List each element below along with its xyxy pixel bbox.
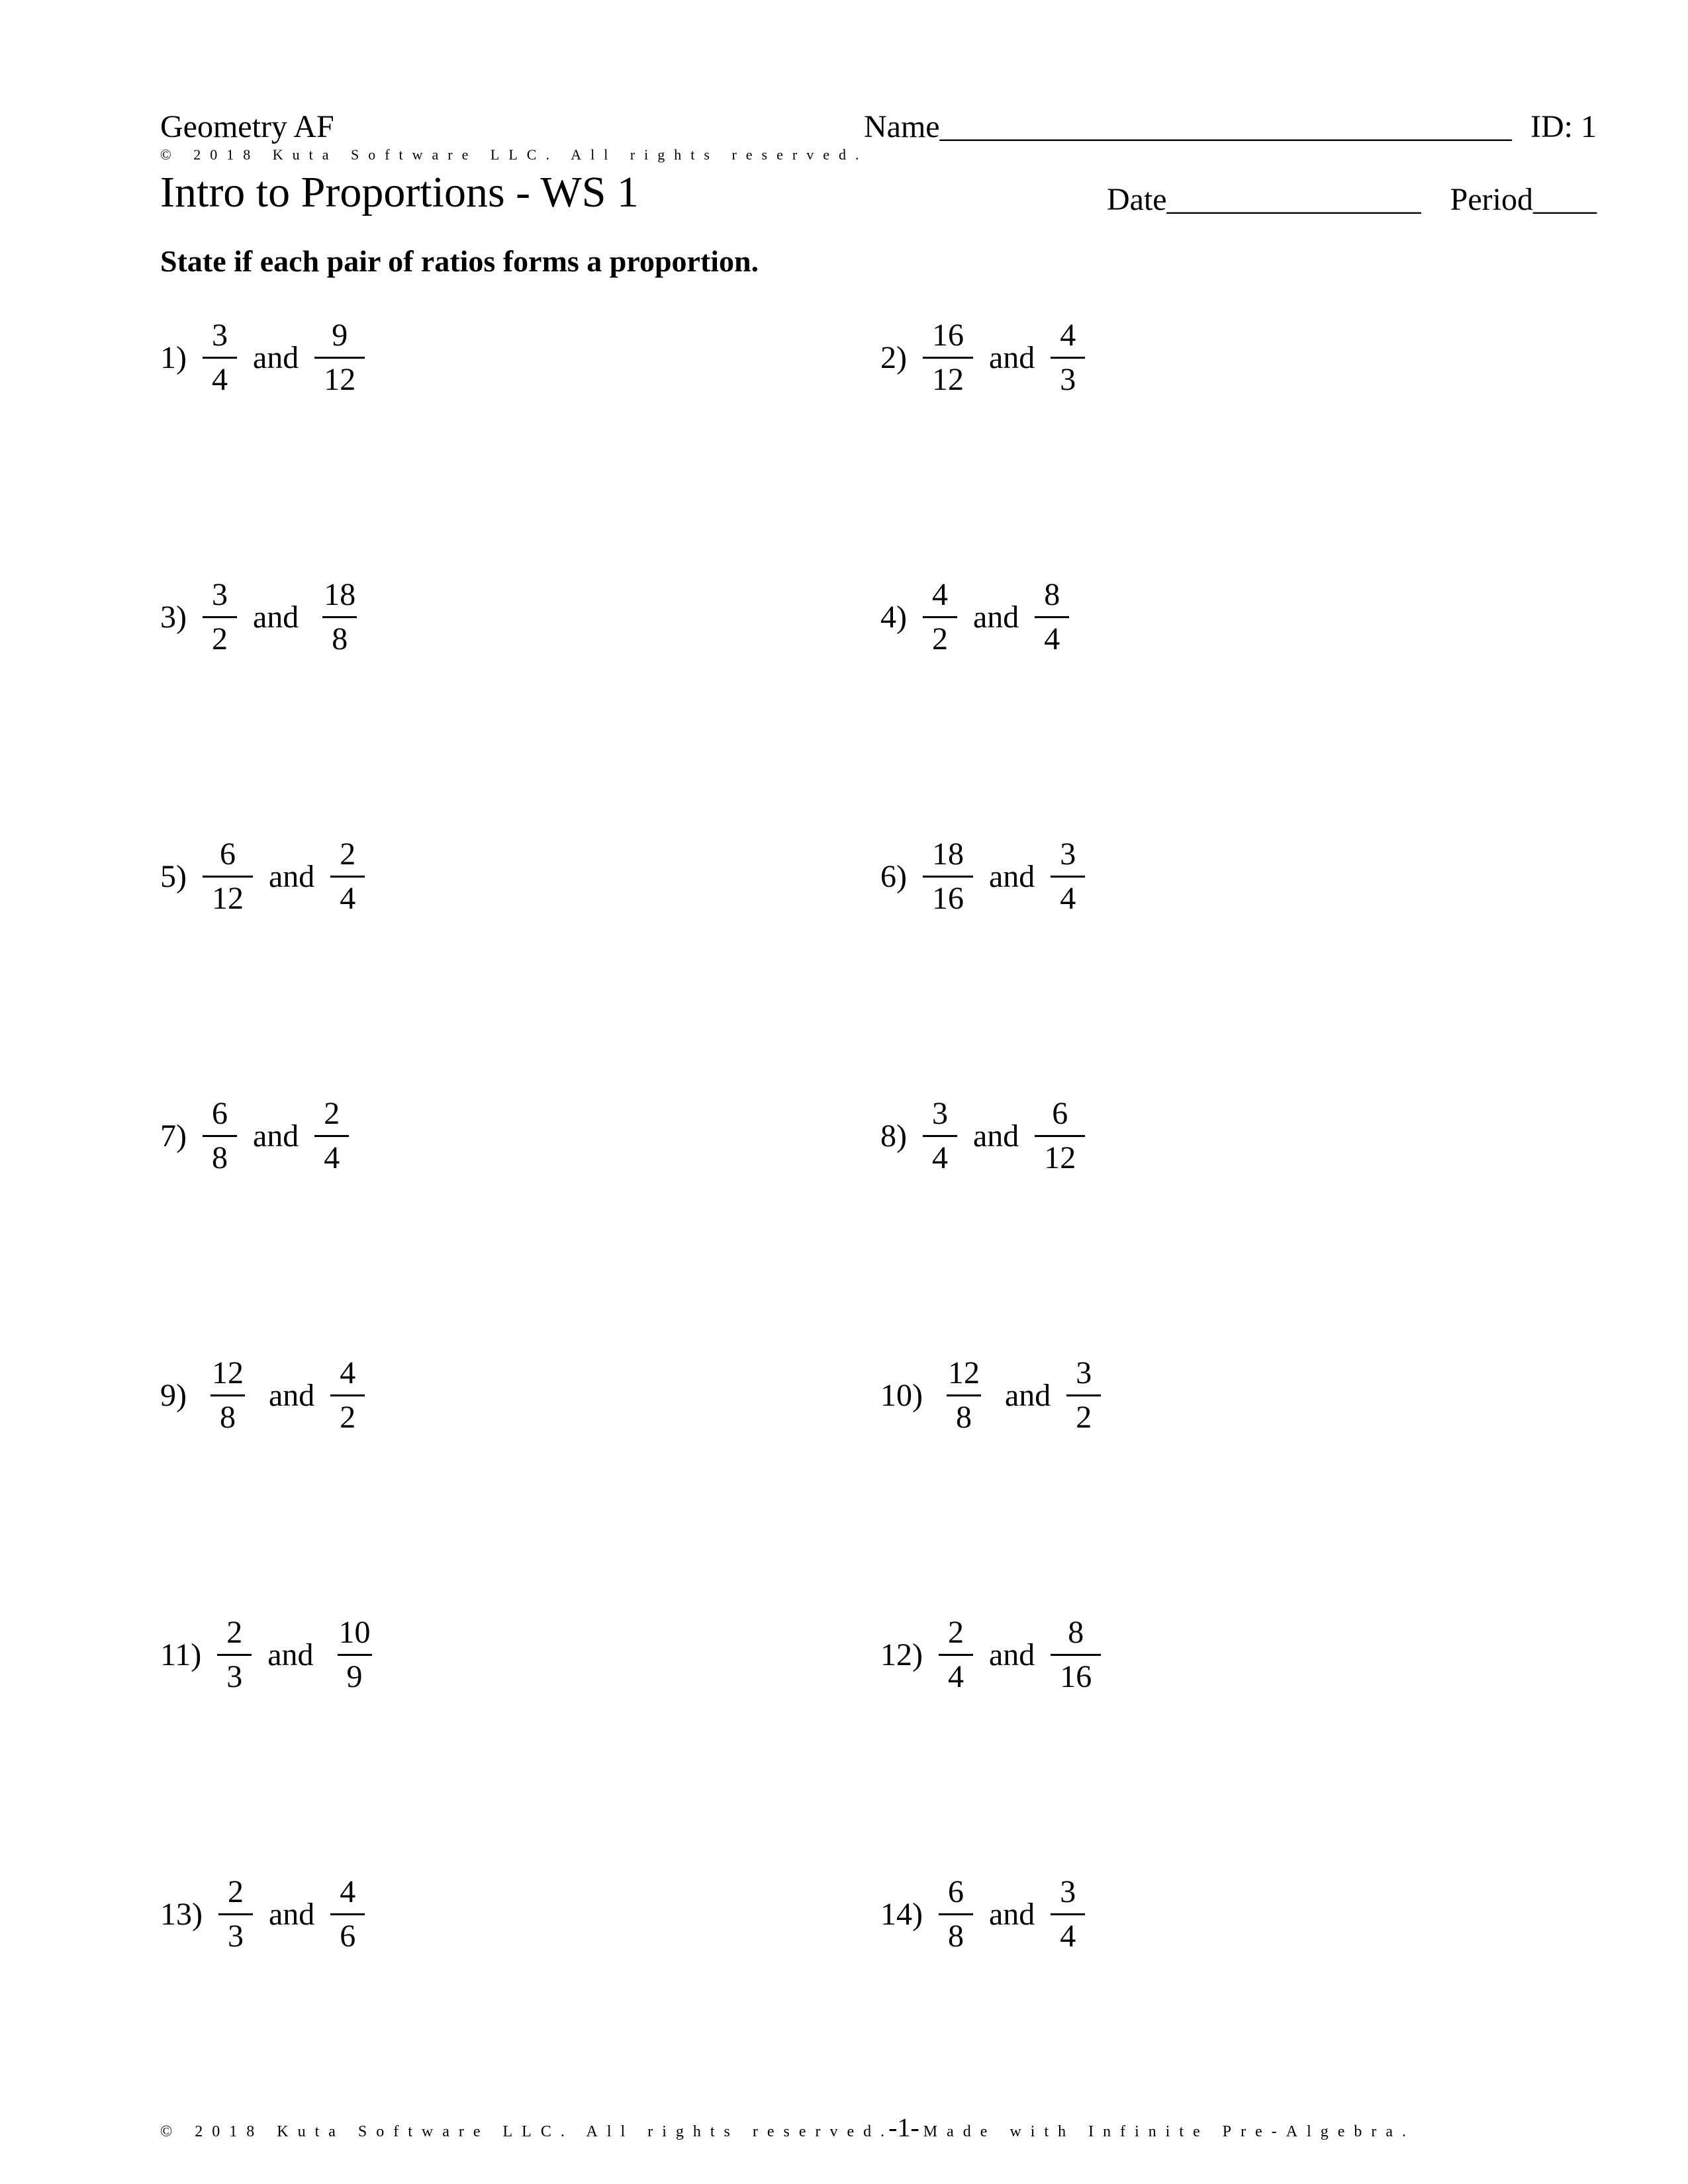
ratio-a-numerator: 3 [211, 317, 228, 353]
ratio-b [1066, 1357, 1101, 1433]
ratio-a-numerator: 3 [931, 1095, 948, 1131]
ratio-b [1051, 836, 1085, 916]
problem-2 [880, 311, 1085, 404]
problem-number: 5) [160, 858, 187, 894]
problem-4 [880, 570, 1069, 663]
and-word: and [988, 340, 1035, 375]
ratio-a-numerator: 12 [211, 1355, 244, 1390]
instructions: State if each pair of ratios forms a proportion. [160, 244, 759, 278]
ratio-a-numerator: 2 [227, 1874, 244, 1909]
ratio-b [314, 576, 365, 657]
ratio-b [314, 317, 365, 397]
ratio-b-denominator: 3 [1051, 357, 1085, 396]
ratio-b-numerator: 2 [324, 1095, 340, 1131]
problem-number: 2) [880, 340, 907, 375]
and-word: and [252, 1118, 299, 1154]
ratio-a-denominator: 8 [939, 1913, 973, 1952]
and-word: and [988, 858, 1035, 894]
problem-number: 1) [160, 340, 187, 375]
ratio-a [939, 1357, 989, 1433]
ratio-a-denominator: 12 [923, 357, 973, 396]
problem-3 [160, 570, 365, 663]
problem-number: 6) [880, 858, 907, 894]
problem-number: 12) [880, 1637, 923, 1672]
ratio-a [939, 1614, 973, 1694]
worksheet-title: Intro to Proportions - WS 1 [160, 168, 639, 216]
ratio-a [923, 576, 957, 657]
ratio-a-denominator: 16 [923, 876, 973, 915]
footer [160, 2115, 1415, 2141]
date-blank: ________________ [1166, 182, 1421, 217]
ratio-a-denominator: 8 [203, 1135, 237, 1174]
ratio-a-numerator: 16 [931, 317, 964, 353]
problem-12 [880, 1608, 1101, 1701]
ratio-a-denominator: 3 [217, 1654, 252, 1693]
ratio-a [923, 317, 973, 397]
and-word: and [268, 1896, 315, 1932]
and-word: and [252, 599, 299, 635]
problem-number: 7) [160, 1118, 187, 1154]
ratio-a [939, 1876, 973, 1952]
ratio-b [1051, 317, 1085, 397]
ratio-a [203, 836, 253, 916]
ratio-a-numerator: 2 [226, 1614, 243, 1650]
ratio-b-numerator: 4 [1060, 317, 1076, 353]
ratio-a-numerator: 6 [947, 1874, 964, 1909]
and-word: and [252, 340, 299, 375]
ratio-a-numerator: 18 [931, 836, 964, 872]
ratio-b [1051, 1614, 1101, 1694]
and-word: and [1004, 1377, 1051, 1413]
problem-number: 10) [880, 1377, 923, 1413]
and-word: and [988, 1637, 1035, 1672]
ratio-a [203, 1095, 237, 1175]
problem-9 [160, 1349, 365, 1441]
problem-number: 3) [160, 599, 187, 635]
ratio-b-numerator: 3 [1060, 1874, 1076, 1909]
ratio-b [1035, 1095, 1085, 1175]
ratio-b-numerator: 10 [338, 1614, 371, 1650]
ratio-a [218, 1876, 253, 1952]
name-field [864, 111, 1512, 143]
ratio-b-denominator: 4 [1035, 616, 1069, 655]
ratio-a-denominator: 4 [939, 1654, 973, 1693]
ratio-b-denominator: 2 [330, 1394, 365, 1433]
date-field [1107, 184, 1421, 216]
problem-7 [160, 1089, 349, 1182]
and-word: and [268, 1377, 315, 1413]
problem-6 [880, 830, 1085, 923]
problem-number: 11) [160, 1637, 202, 1672]
and-word: and [268, 858, 315, 894]
ratio-b-numerator: 3 [1076, 1355, 1092, 1390]
ratio-a-denominator: 4 [203, 357, 237, 396]
ratio-b-numerator: 18 [324, 576, 356, 612]
ratio-b-numerator: 6 [1052, 1095, 1068, 1131]
date-label: Date [1107, 182, 1167, 217]
period-blank: ____ [1533, 182, 1597, 217]
ratio-b-denominator: 4 [1051, 876, 1085, 915]
problem-number: 4) [880, 599, 907, 635]
ratio-b [1051, 1876, 1085, 1952]
ratio-b-denominator: 2 [1066, 1394, 1101, 1433]
problem-number: 8) [880, 1118, 907, 1154]
ratio-a-numerator: 4 [931, 576, 948, 612]
ratio-a-denominator: 2 [923, 616, 957, 655]
ratio-a-numerator: 12 [947, 1355, 980, 1390]
footer-made-with: Made with Infinite Pre-Algebra. [923, 2123, 1416, 2140]
ratio-b-denominator: 12 [1035, 1135, 1085, 1174]
problem-number: 14) [880, 1896, 923, 1932]
problem-8 [880, 1089, 1085, 1182]
ratio-b-denominator: 4 [1051, 1913, 1085, 1952]
ratio-b-numerator: 8 [1068, 1614, 1084, 1650]
worksheet-id: ID: 1 [1530, 109, 1597, 144]
and-word: and [972, 1118, 1019, 1154]
period-field [1450, 184, 1597, 216]
ratio-a-denominator: 4 [923, 1135, 957, 1174]
ratio-a-denominator: 12 [203, 876, 253, 915]
ratio-a-numerator: 6 [219, 836, 236, 872]
ratio-a-numerator: 2 [947, 1614, 964, 1650]
ratio-b-numerator: 8 [1044, 576, 1060, 612]
problem-14 [880, 1868, 1085, 1960]
ratio-b-denominator: 4 [330, 876, 365, 915]
ratio-b-denominator: 4 [314, 1135, 349, 1174]
ratio-b [330, 1876, 365, 1952]
ratio-a [217, 1614, 252, 1694]
ratio-b [330, 1357, 365, 1433]
ratio-a-numerator: 3 [211, 576, 228, 612]
ratio-b-numerator: 4 [340, 1874, 356, 1909]
ratio-b-denominator: 6 [330, 1913, 365, 1952]
ratio-b [330, 1614, 380, 1694]
and-word: and [267, 1637, 314, 1672]
and-word: and [972, 599, 1019, 635]
problem-number: 13) [160, 1896, 203, 1932]
ratio-b-denominator: 8 [322, 616, 357, 655]
header-copyright: © 2018 Kuta Software LLC. All rights reserved. [160, 146, 868, 163]
course-name: Geometry AF [160, 109, 334, 144]
footer-copyright: © 2018 Kuta Software LLC. All rights reserved. [160, 2123, 894, 2140]
ratio-b-numerator: 2 [340, 836, 356, 872]
ratio-a [923, 1095, 957, 1175]
ratio-b-denominator: 12 [314, 357, 365, 396]
ratio-a [203, 317, 237, 397]
period-label: Period [1450, 182, 1533, 217]
ratio-b-denominator: 9 [338, 1654, 372, 1693]
ratio-b-numerator: 9 [332, 317, 348, 353]
ratio-a-denominator: 8 [211, 1394, 245, 1433]
ratio-b [330, 836, 365, 916]
ratio-a [203, 1357, 253, 1433]
ratio-a [203, 576, 237, 657]
ratio-a-numerator: 6 [211, 1095, 228, 1131]
name-label: Name [864, 109, 940, 144]
ratio-b [314, 1095, 349, 1175]
ratio-b-denominator: 16 [1051, 1654, 1101, 1693]
ratio-a-denominator: 2 [203, 616, 237, 655]
page-number: -1- [888, 2113, 919, 2142]
ratio-b-numerator: 4 [340, 1355, 356, 1390]
problem-11 [160, 1608, 380, 1701]
ratio-b [1035, 576, 1069, 657]
ratio-b-numerator: 3 [1060, 836, 1076, 872]
name-blank: ____________________________________ [939, 109, 1512, 144]
and-word: and [988, 1896, 1035, 1932]
problem-13 [160, 1868, 365, 1960]
problem-5 [160, 830, 365, 923]
ratio-a [923, 836, 973, 916]
problem-number: 9) [160, 1377, 187, 1413]
ratio-a-denominator: 8 [947, 1394, 981, 1433]
ratio-a-denominator: 3 [218, 1913, 253, 1952]
problem-10 [880, 1349, 1101, 1441]
problem-1 [160, 311, 365, 404]
